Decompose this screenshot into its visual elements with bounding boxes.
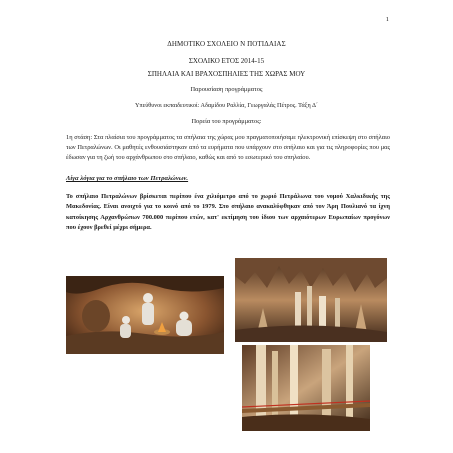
school-year: ΣΧΟΛΙΚΟ ΕΤΟΣ 2014-15 <box>188 57 265 65</box>
stalactite-cave-photo <box>235 258 387 342</box>
cave-walkway-photo <box>242 345 370 431</box>
project-title: ΣΠΗΛΑΙΑ ΚΑΙ ΒΡΑΧΟΣΠΗΛΙΕΣ ΤΗΣ ΧΩΡΑΣ ΜΟΥ <box>147 70 306 78</box>
section-heading: Λίγα λόγια για το σπήλαιο των Πετραλώνων. <box>66 175 189 182</box>
teachers-line: Υπεύθυνοι εκπαιδευτικοί: Αδαμίδου Ραλλία, Γεωργαλάς Πέτρος. Τάξη Δ΄ <box>135 102 318 109</box>
cave-description-paragraph: Το σπήλαιο Πετραλώνων βρίσκεται περίπου ένα χιλιόμετρο από το χωριό Πετράλωνα του νομού Χαλκιδικής της Μακεδονίας. Είναι ανοιχτό για το κοινό από το 1979. Στο σπήλαιο ανακαλύφθηκαν από τον Άρη Πουλιανό τα ίχνη κατοίκησης Αρχανθρώπων 700.000 περίπου ετών, κατ' εκτίμηση του ίδιου των αρχαιότερων Ευρωπαίων προγόνων που έχουν βρεθεί μέχρι σήμερα. <box>66 193 390 232</box>
cave-diorama-photo <box>66 276 224 354</box>
stage-one-paragraph: 1η στάση: Στα πλαίσια του προγράμματος τα σπήλαια της χώρας μου πραγματοποιήσαμε ηλεκτρονική επίσκεψη στο σπήλαιο των Πετραλώνων. Οι μαθητές ενθουσιάστηκαν από τα ευρήματα που υπάρχουν στο σπήλαιο και για τις πληροφορίες που μας έδωσαν για τη ζωή του αρχάνθρωπου στο σπήλαιο, καθώς και από το εσωτερικό του σπηλαίου. <box>66 134 390 162</box>
page-number: 1 <box>385 16 389 23</box>
presentation-label: Παρουσίαση προγράμματος <box>190 86 263 93</box>
course-label: Πορεία του προγράμματος: <box>191 118 262 125</box>
school-name: ΔΗΜΟΤΙΚΟ ΣΧΟΛΕΙΟ Ν ΠΟΤΙΔΑΙΑΣ <box>167 40 286 48</box>
